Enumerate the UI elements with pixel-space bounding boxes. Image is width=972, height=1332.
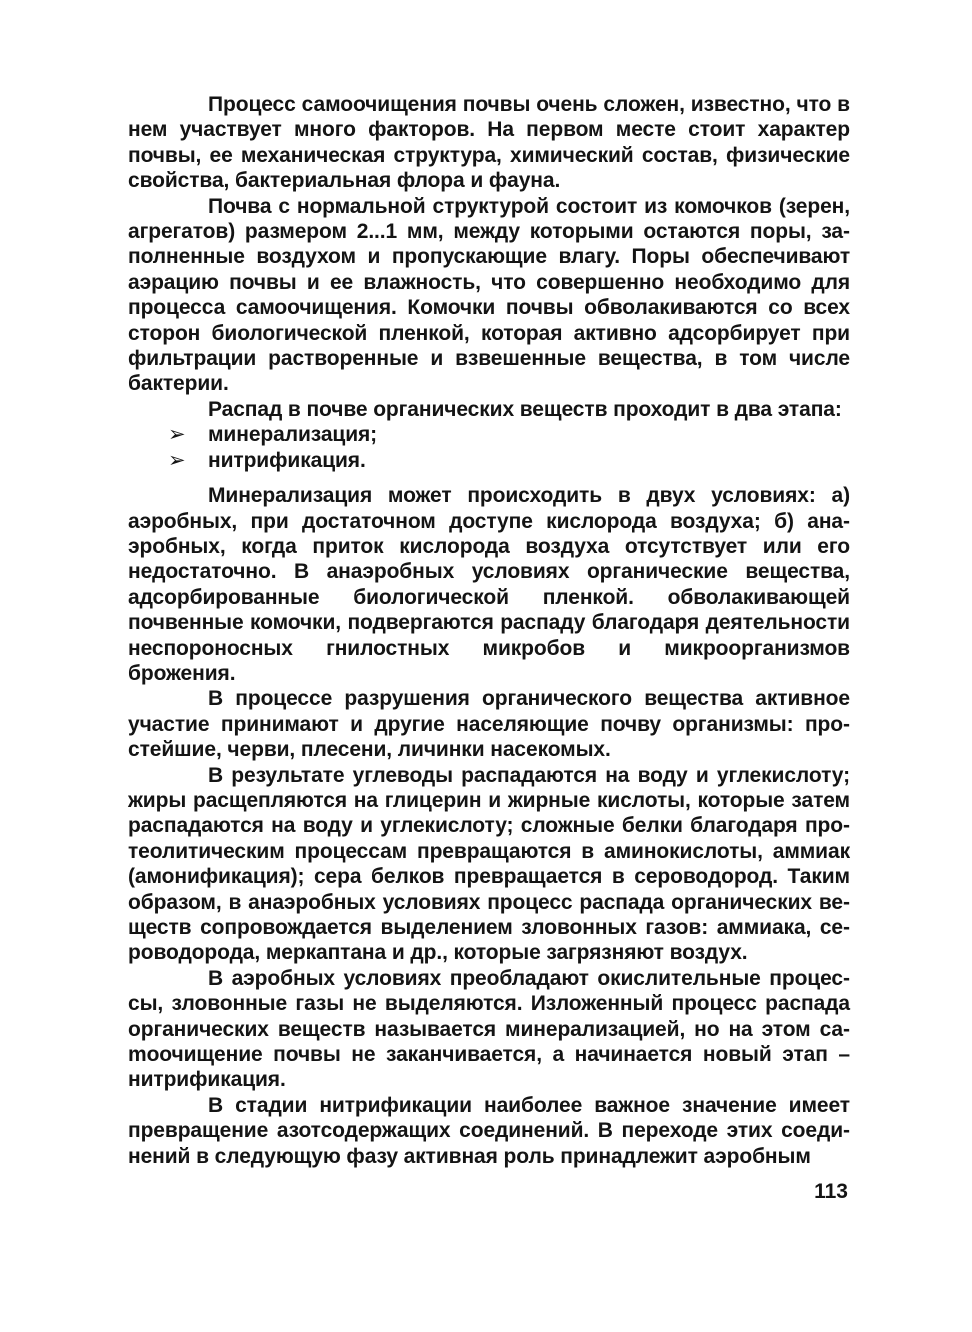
paragraph-aerobic-conditions: В аэробных условиях преобладают окислительные процессы, зловонные газы не выделяются. Изложенный процесс распада органических веществ называется минерализацией, но на этом саmoочищение почвы не заканчивается, а начинается новый этап – нитрификация. [128,966,850,1092]
paragraph-organisms: В процессе разрушения органического вещества активное участие принимают и другие населяющие почву организмы: простейшие, черви, плесени, личинки насекомых. [128,687,850,762]
spacer [128,473,850,483]
arrow-bullet-icon: ➢ [168,448,186,472]
paragraph-self-purification: Процесс самоочищения почвы очень сложен, известно, что в нем участвует много факторов. На первом месте стоит характер почвы, ее механическая структура, химический состав, физические свойства, бактериальная флора и фауна. [128,93,850,193]
paragraph-mineralization-conditions: Минерализация может происходить в двух условиях: а) аэробных, при достаточном доступе кислорода воздуха; б) анаэробных, когда приток кислорода воздуха отсутствует или его недостаточно. В анаэробных условиях органические вещества, адсорбированные биологической пленкой. обволакивающей почвенные комочки, подвергаются распаду благодаря деятельности неспороносных гнилостных микробов и микроорганизмов брожения. [128,484,850,685]
paragraph-decay-stages: Распад в почве органических веществ проходит в два этапа: [208,397,842,421]
paragraph-nitrification-stage: В стадии нитрификации наиболее важное значение имеет превращение азотсодержащих соединений. В переходе этих соединений в следующую фазу активная роль принадлежит аэробным [128,1093,850,1168]
list-item-label: минерализация; [208,423,378,447]
page-number: 113 [814,1180,848,1203]
arrow-bullet-icon: ➢ [168,423,186,447]
paragraph-soil-structure: Почва с нормальной структурой состоит из комочков (зерен, агрегатов) размером 2...1 мм, между которыми остаются поры, заполненные воздухом и пропускающие влагу. Поры обеспечивают аэрацию почвы и ее влажность, что совершенно необходимо для процесса самоочищения. Комочки почвы обволакиваются со всех сторон биологической пленкой, которая активно адсорбирует при фильтрации растворенные и взвешенные вещества, в том числе бактерии. [128,194,850,396]
stages-list [128,422,850,473]
list-item-label: нитрификация. [208,448,366,472]
list-item-nitrification [128,448,850,473]
paragraph-decay-results: В результате углеводы распадаются на воду и углекислоту; жиры расщепляются на глицерин и жирные кислоты, которые затем распадаются на воду и углекислоту; сложные белки благодаря протеолитическим процессам превращаются в аминокислоты, аммиак (амонификация); сера белков превращается в сероводород. Таким образом, в анаэробных условиях процесс распада органических веществ сопровождается выделением зловонных газов: аммиака, сероводорода, меркаптана и др., которые загрязняют воздух. [128,763,850,965]
list-item-mineralization [128,422,850,447]
document-page [128,92,850,1169]
